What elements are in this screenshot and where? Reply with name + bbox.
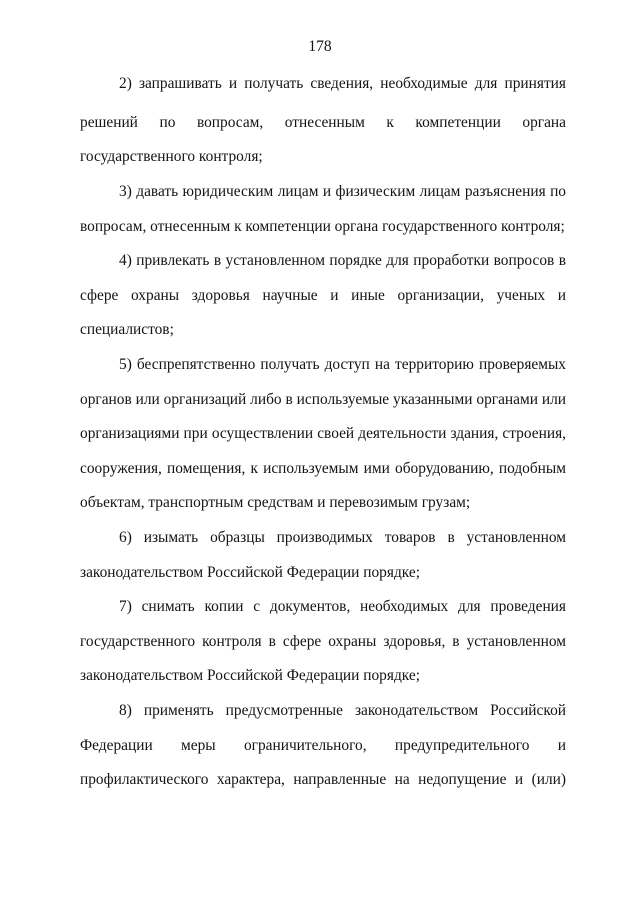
text-line-item-5: организациями при осуществлении своей деятельности здания, строения, [80, 425, 566, 442]
text-line-item-5: сооружения, помещения, к используемым ими оборудованию, подобным [80, 460, 566, 477]
text-line-item-6-end: законодательством Российской Федерации порядке; [80, 564, 420, 581]
text-line-item-3-end: вопросам, отнесенным к компетенции органа государственного контроля; [80, 218, 565, 235]
text-line-item-2: решений по вопросам, отнесенным к компетенции органа [80, 114, 566, 131]
text-line-item-8: Федерации меры ограничительного, предупредительного и [80, 737, 566, 754]
text-line-item-7-start: 7) снимать копии с документов, необходимых для проведения [119, 598, 566, 615]
text-line-item-8-start: 8) применять предусмотренные законодательством Российской [119, 702, 566, 719]
text-line-item-2-start: 2) запрашивать и получать сведения, необходимые для принятия [119, 75, 566, 92]
text-line-item-5-end: объектам, транспортным средствам и перевозимым грузам; [80, 494, 471, 511]
text-line-item-6-start: 6) изымать образцы производимых товаров в установленном [119, 529, 566, 546]
text-line-item-7: государственного контроля в сфере охраны здоровья, в установленном [80, 633, 566, 650]
text-line-item-4: сфере охраны здоровья научные и иные организации, ученых и [80, 287, 566, 304]
text-line-item-5: органов или организаций либо в используемые указанными органами или [80, 391, 566, 408]
text-line-item-3-start: 3) давать юридическим лицам и физическим лицам разъяснения по [119, 183, 566, 200]
text-line-item-4-start: 4) привлекать в установленном порядке для проработки вопросов в [119, 252, 566, 269]
text-line-item-2-end: государственного контроля; [80, 148, 263, 165]
text-line-item-8: профилактического характера, направленные на недопущение и (или) [80, 771, 566, 788]
text-line-item-4-end: специалистов; [80, 321, 174, 338]
text-line-item-7-end: законодательством Российской Федерации порядке; [80, 667, 420, 684]
text-line-item-5-start: 5) беспрепятственно получать доступ на территорию проверяемых [119, 356, 566, 373]
page-number: 178 [308, 38, 332, 55]
